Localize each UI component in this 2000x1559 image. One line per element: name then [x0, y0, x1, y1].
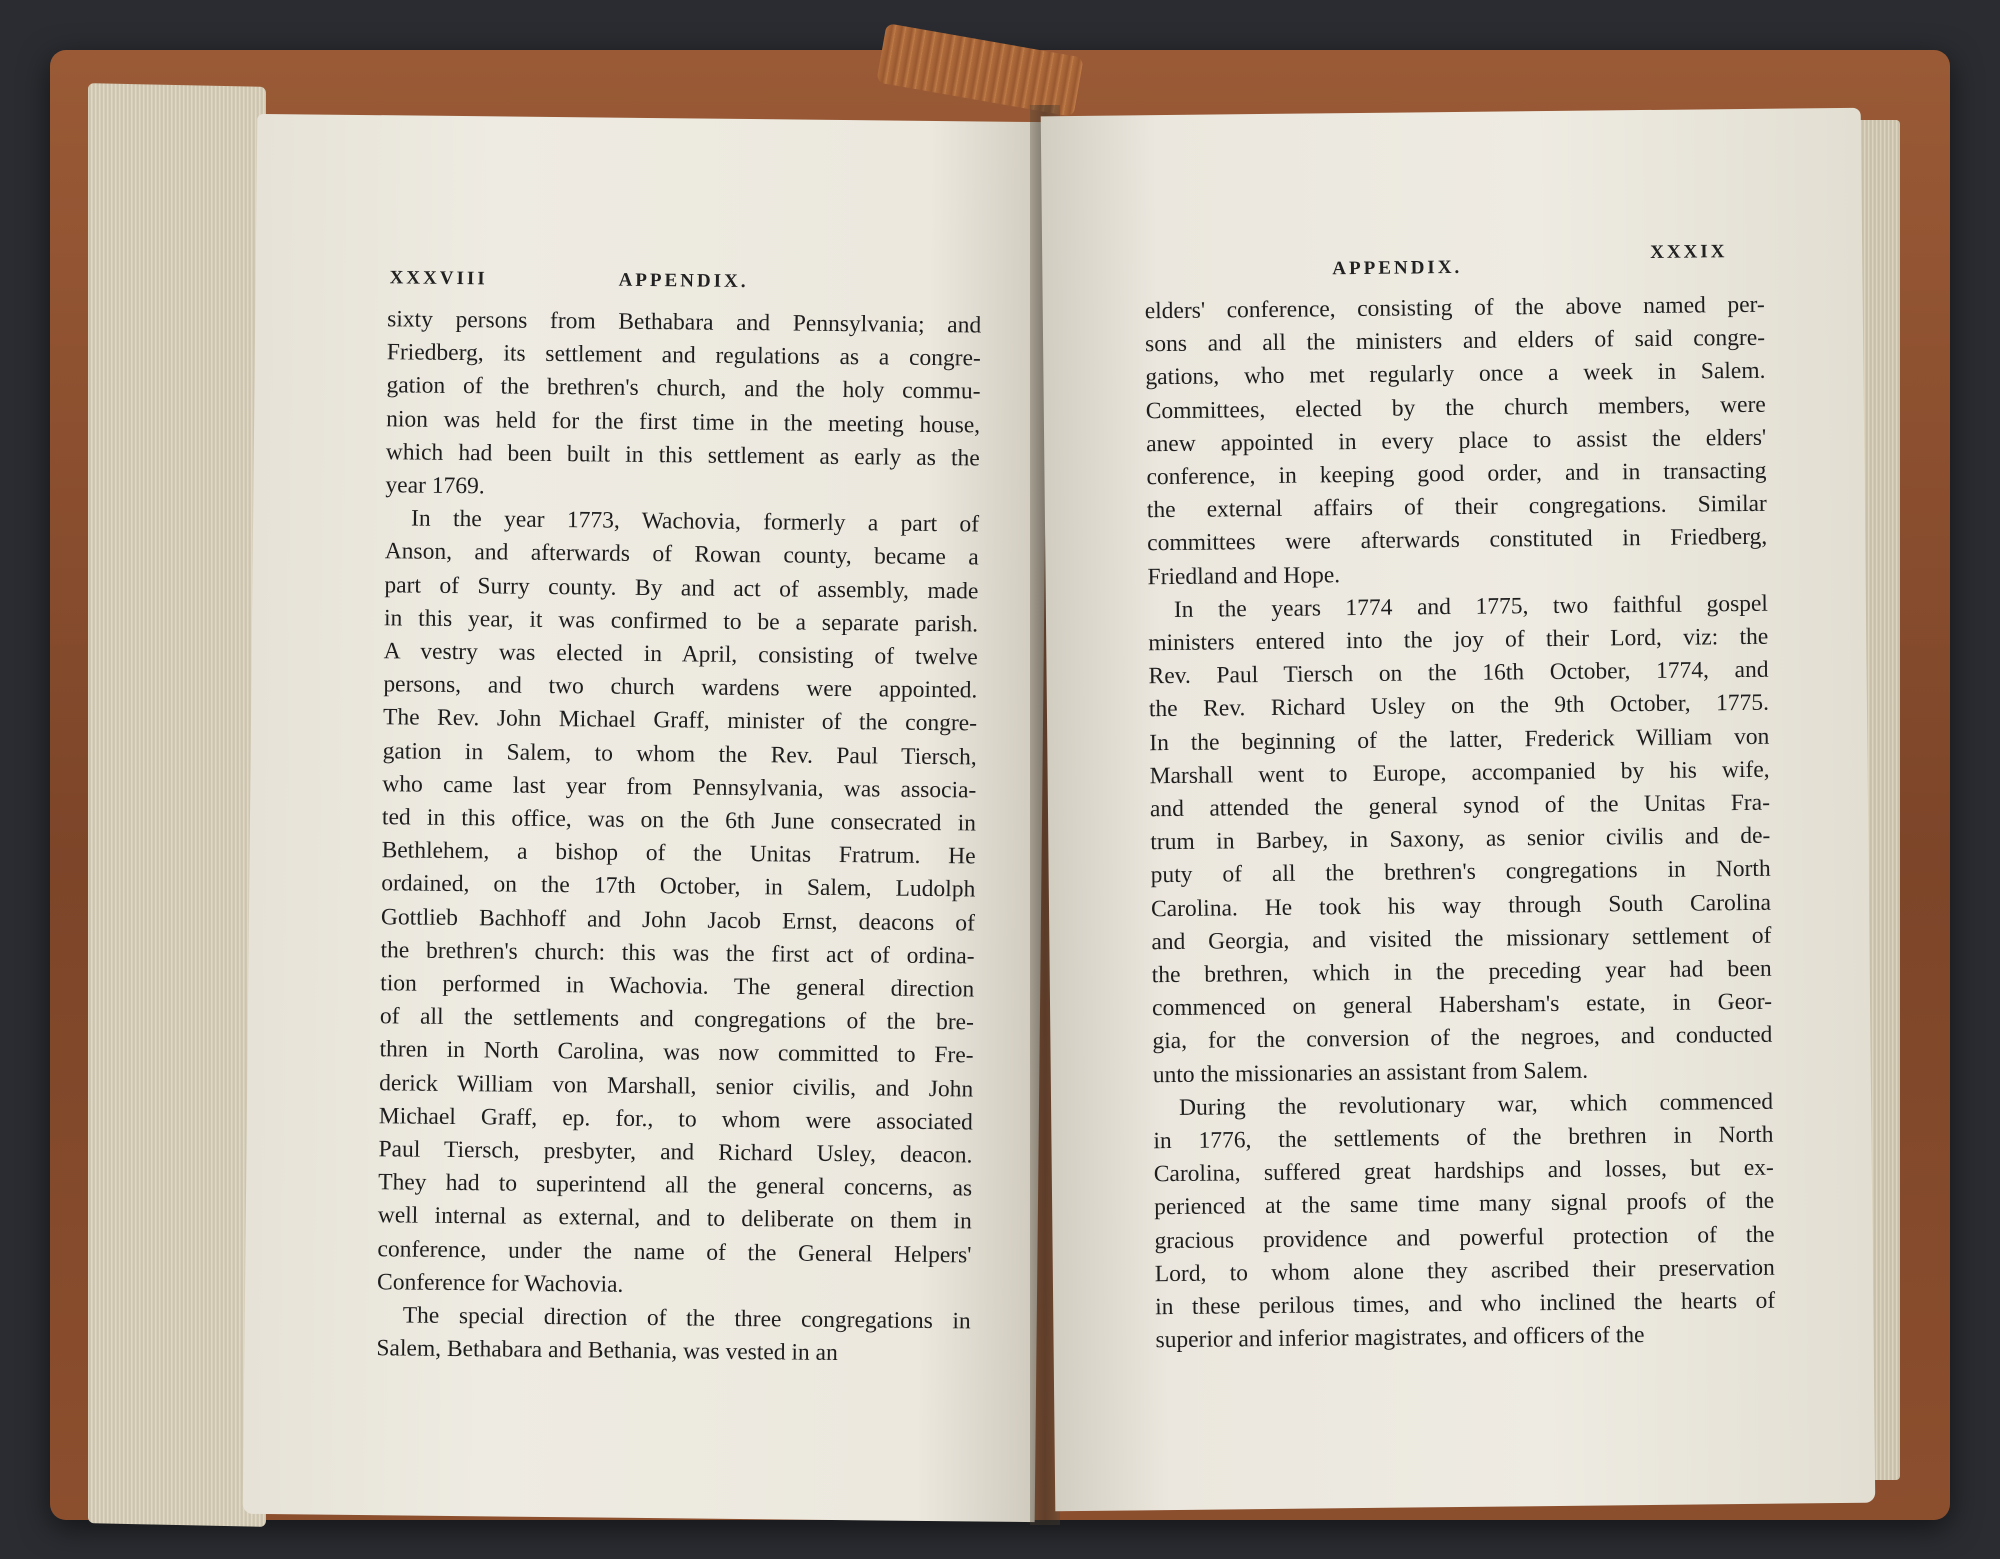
text-line: the brethren, which in the preceding year had been	[1151, 955, 1772, 989]
text-line: Friedland and Hope.	[1147, 561, 1341, 590]
text-line: The special direction of the three congregations in	[402, 1302, 971, 1335]
text-line: who came last year from Pennsylvania, was associa-	[382, 771, 977, 804]
text-line: gia, for the conversion of the negroes, and conducted	[1152, 1022, 1773, 1055]
text-line: gations, who met regularly once a week in Salem.	[1145, 358, 1766, 391]
right-page-number: XXXIX	[1650, 241, 1728, 263]
text-line: anew appointed in every place to assist the elders'	[1146, 424, 1767, 458]
text-line: They had to superintend all the general concerns, as	[378, 1169, 973, 1202]
text-line: in these perilous times, and who inclined the hearts of	[1155, 1287, 1776, 1321]
text-line: in this year, it was confirmed to be a separate parish.	[383, 605, 979, 638]
text-line: unto the missionaries an assistant from Salem.	[1152, 1057, 1589, 1088]
text-line: A vestry was elected in April, consisting of twelve	[383, 638, 978, 671]
text-line: persons, and two church wardens were appointed.	[383, 671, 978, 704]
text-line: During the revolutionary war, which commenced	[1178, 1088, 1774, 1121]
text-line: year 1769.	[385, 472, 485, 500]
page-edges-left	[88, 83, 266, 1527]
text-line: gracious providence and powerful protection of the	[1154, 1221, 1775, 1254]
text-line: gation of the brethren's church, and the holy commu-	[386, 372, 981, 405]
left-running-head: APPENDIX.	[618, 269, 749, 293]
text-line: Gottlieb Bachhoff and John Jacob Ernst, deacons of	[380, 903, 976, 937]
text-line: sixty persons from Bethabara and Pennsylvania; and	[387, 306, 982, 339]
text-line: conference, under the name of the General Helpers'	[377, 1235, 972, 1269]
text-line: Carolina, suffered great hardships and losses, but ex-	[1153, 1154, 1774, 1188]
text-line: Conference for Wachovia.	[376, 1269, 624, 1298]
text-line: the brethren's church: this was the first act of ordina-	[380, 937, 975, 970]
text-line: The Rev. John Michael Graff, minister of the congre-	[382, 704, 978, 737]
text-line: puty of all the brethren's congregations in North	[1150, 856, 1771, 889]
text-line: well internal as external, and to deliberate on them in	[377, 1202, 972, 1235]
right-page	[1041, 108, 1876, 1512]
right-page-body	[1145, 289, 1776, 1358]
text-line: Lord, to whom alone they ascribed their preservation	[1154, 1254, 1775, 1288]
text-line: ministers entered into the joy of their Lord, viz: the	[1148, 623, 1769, 657]
left-page	[243, 114, 1050, 1522]
text-line: nion was held for the first time in the meeting house,	[386, 405, 981, 439]
text-line: the external affairs of their congregations. Similar	[1146, 490, 1767, 524]
text-line: gation in Salem, to whom the Rev. Paul Tiersch,	[382, 737, 977, 771]
text-line: and attended the general synod of the Unitas Fra-	[1149, 789, 1771, 823]
text-line: trum in Barbey, in Saxony, as senior civilis and de-	[1150, 822, 1771, 856]
text-line: ted in this office, was on the 6th June consecrated in	[381, 804, 977, 837]
text-line: Rev. Paul Tiersch on the 16th October, 1774, and	[1148, 656, 1769, 690]
text-line: Marshall went to Europe, accompanied by his wife,	[1149, 756, 1770, 790]
text-line: Carolina. He took his way through South Carolina	[1150, 889, 1772, 922]
text-line: Paul Tiersch, presbyter, and Richard Usley, deacon.	[378, 1136, 973, 1169]
right-running-head: APPENDIX.	[1332, 256, 1463, 280]
text-line: of all the settlements and congregations of the bre-	[379, 1003, 975, 1036]
text-line: derick William von Marshall, senior civilis, and John	[379, 1069, 974, 1103]
left-page-body	[376, 303, 981, 1372]
text-line: Salem, Bethabara and Bethania, was vested in an	[376, 1335, 838, 1367]
text-line: conference, in keeping good order, and in transacting	[1146, 457, 1767, 491]
text-line: the Rev. Richard Usley on the 9th October, 1775.	[1148, 690, 1770, 723]
text-line: part of Surry county. By and act of assembly, made	[384, 571, 979, 605]
text-line: In the years 1774 and 1775, two faithful gospel	[1173, 590, 1768, 623]
text-line: In the beginning of the latter, Frederick William von	[1149, 723, 1770, 756]
text-line: In the year 1773, Wachovia, formerly a part of	[410, 505, 980, 538]
text-line: Friedberg, its settlement and regulations as a congre-	[386, 339, 981, 372]
text-line: tion performed in Wachovia. The general direction	[380, 970, 975, 1003]
text-line: sons and all the ministers and elders of said congre-	[1144, 324, 1766, 358]
text-line: superior and inferior magistrates, and officers of the	[1155, 1322, 1645, 1354]
text-line: perienced at the same time many signal proofs of the	[1154, 1188, 1775, 1221]
text-line: in 1776, the settlements of the brethren in North	[1153, 1121, 1774, 1155]
text-line: thren in North Carolina, was now committed to Fre-	[379, 1036, 974, 1069]
left-page-number: XXXVIII	[389, 267, 488, 290]
text-line: Michael Graff, ep. for., to whom were associated	[378, 1103, 973, 1136]
text-line: ordained, on the 17th October, in Salem, Ludolph	[381, 870, 976, 903]
text-line: Bethlehem, a bishop of the Unitas Fratrum. He	[381, 837, 976, 870]
text-line: committees were afterwards constituted in Friedberg,	[1147, 524, 1768, 557]
text-line: elders' conference, consisting of the above named per-	[1144, 291, 1765, 325]
text-line: Committees, elected by the church members, were	[1145, 391, 1766, 424]
text-line: Anson, and afterwards of Rowan county, became a	[384, 538, 979, 571]
text-line: which had been built in this settlement as early as the	[385, 439, 980, 472]
text-line: and Georgia, and visited the missionary settlement of	[1151, 922, 1772, 956]
text-line: commenced on general Habersham's estate, in Geor-	[1151, 988, 1773, 1022]
